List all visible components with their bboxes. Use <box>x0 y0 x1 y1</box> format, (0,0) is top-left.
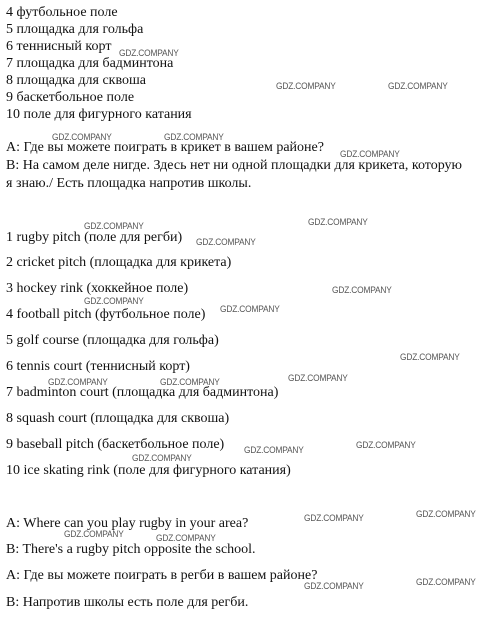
dialogue-line-b: B: Напротив школы есть поле для регби. <box>6 595 249 610</box>
en-list-item: 6 tennis court (теннисный корт) <box>6 359 190 374</box>
watermark: GDZ.COMPANY <box>52 132 112 143</box>
en-list-item: 4 football pitch (футбольное поле) <box>6 307 206 322</box>
watermark: GDZ.COMPANY <box>84 296 144 307</box>
watermark: GDZ.COMPANY <box>308 217 368 228</box>
dialogue-line-b: B: There's a rugby pitch opposite the school. <box>6 542 256 557</box>
en-list-item: 9 baseball pitch (баскетбольное поле) <box>6 437 225 452</box>
watermark: GDZ.COMPANY <box>48 377 108 388</box>
dialogue-line-b: B: На самом деле нигде. Здесь нет ни одной площадки для крикета, которую <box>6 158 462 173</box>
en-list-item: 8 squash court (площадка для сквоша) <box>6 411 230 426</box>
ru-list-item: 7 площадка для бадминтона <box>6 56 174 71</box>
watermark: GDZ.COMPANY <box>119 48 179 59</box>
watermark: GDZ.COMPANY <box>340 149 400 160</box>
watermark: GDZ.COMPANY <box>304 513 364 524</box>
watermark: GDZ.COMPANY <box>388 81 448 92</box>
watermark: GDZ.COMPANY <box>276 81 336 92</box>
dialogue-line-b-cont: я знаю./ Есть площадка напротив школы. <box>6 176 252 191</box>
ru-list-item: 10 поле для фигурного катания <box>6 107 192 122</box>
watermark: GDZ.COMPANY <box>332 285 392 296</box>
ru-list-item: 5 площадка для гольфа <box>6 22 144 37</box>
watermark: GDZ.COMPANY <box>416 577 476 588</box>
en-list-item: 2 cricket pitch (площадка для крикета) <box>6 255 232 270</box>
ru-list-item: 8 площадка для сквоша <box>6 73 146 88</box>
watermark: GDZ.COMPANY <box>64 529 124 540</box>
watermark: GDZ.COMPANY <box>356 440 416 451</box>
en-list-item: 5 golf course (площадка для гольфа) <box>6 333 219 348</box>
en-list-item: 7 badminton court (площадка для бадминтона) <box>6 385 279 400</box>
watermark: GDZ.COMPANY <box>132 453 192 464</box>
watermark: GDZ.COMPANY <box>220 304 280 315</box>
dialogue-line-a: A: Where can you play rugby in your area? <box>6 516 249 531</box>
watermark: GDZ.COMPANY <box>160 377 220 388</box>
watermark: GDZ.COMPANY <box>244 445 304 456</box>
en-list-item: 10 ice skating rink (поле для фигурного катания) <box>6 463 291 478</box>
watermark: GDZ.COMPANY <box>416 509 476 520</box>
watermark: GDZ.COMPANY <box>196 237 256 248</box>
en-list-item: 1 rugby pitch (поле для регби) <box>6 230 183 245</box>
ru-list-item: 9 баскетбольное поле <box>6 90 135 105</box>
watermark: GDZ.COMPANY <box>304 581 364 592</box>
ru-list-item: 4 футбольное поле <box>6 5 118 20</box>
ru-list-item: 6 теннисный корт <box>6 39 112 54</box>
watermark: GDZ.COMPANY <box>156 533 216 544</box>
watermark: GDZ.COMPANY <box>288 373 348 384</box>
en-list-item: 3 hockey rink (хоккейное поле) <box>6 281 189 296</box>
watermark: GDZ.COMPANY <box>84 221 144 232</box>
watermark: GDZ.COMPANY <box>164 132 224 143</box>
watermark: GDZ.COMPANY <box>400 352 460 363</box>
dialogue-line-a: A: Где вы можете поиграть в крикет в вашем районе? <box>6 140 324 155</box>
dialogue-line-a: A: Где вы можете поиграть в регби в вашем районе? <box>6 568 318 583</box>
